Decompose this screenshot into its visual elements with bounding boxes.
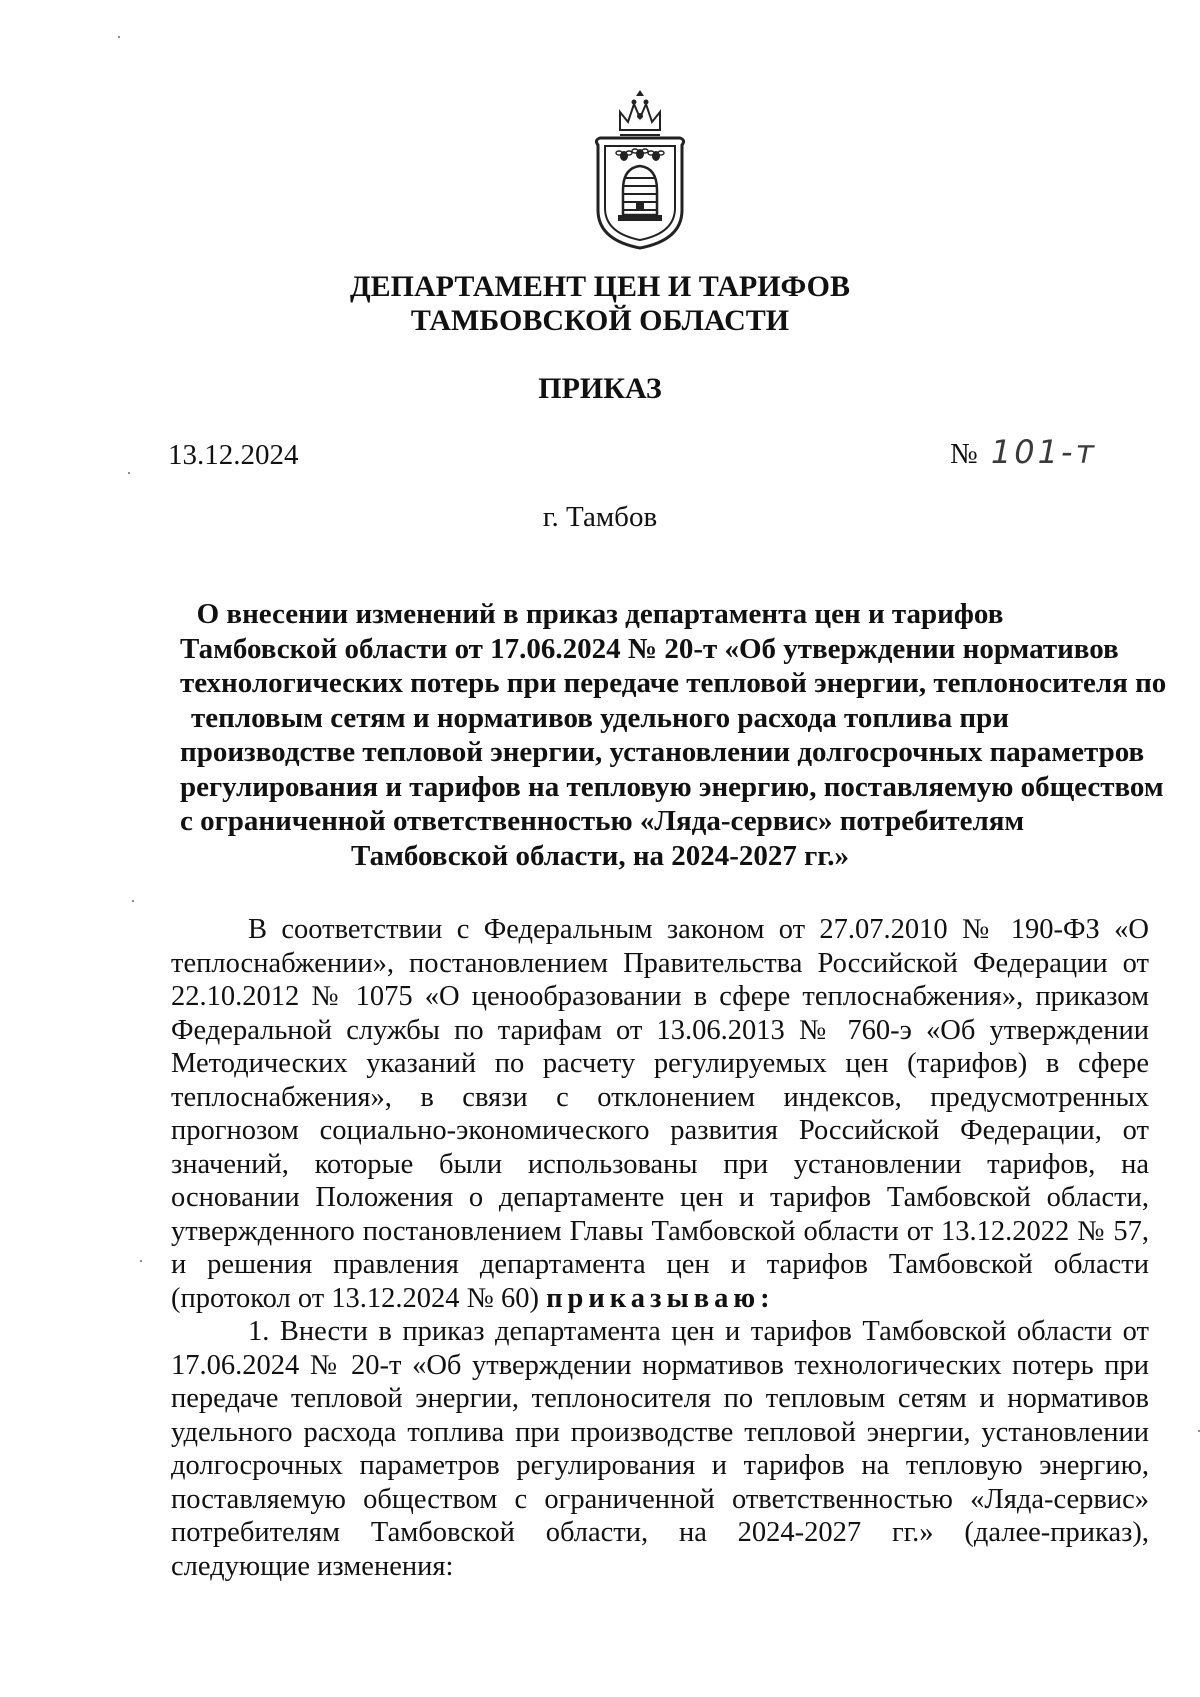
scan-speck <box>118 36 120 38</box>
coat-of-arms-icon <box>590 90 690 250</box>
document-type: ПРИКАЗ <box>538 372 662 405</box>
title-line: тепловым сетям и нормативов удельного расхода топлива при <box>191 701 1009 734</box>
title-line: Тамбовской области от 17.06.2024 № 20-т «Об утверждении нормативов <box>180 632 1119 665</box>
preamble-paragraph <box>171 913 1149 1315</box>
scan-speck <box>140 1260 142 1262</box>
order-word: приказываю: <box>546 1282 775 1314</box>
number-sign: № <box>950 438 978 470</box>
department-name-line2: ТАМБОВСКОЙ ОБЛАСТИ <box>410 304 790 337</box>
title-line: регулирования и тарифов на тепловую энергию, поставляемую обществом <box>180 770 1164 803</box>
city: г. Тамбов <box>542 501 658 533</box>
preamble-text: В соответствии с Федеральным законом от 27.07.2010 № 190-ФЗ «О теплоснабжении», постановлением Правительства Российской Федерации от 22.10.2012 № 1075 «О ценообразовании в сфере теплоснабжения», приказом Федеральной службы по тарифам от 13.06.2013 № 760-э «Об утверждении Методических указаний по расчету регулируемых цен (тарифов) в сфере теплоснабжения», в связи с отклонением индексов, предусмотренных прогнозом социально-экономического развития Российской Федерации, от значений, которые были использованы при установлении тарифов, на основании Положения о департаменте цен и тарифов Тамбовской области, утвержденного постановлением Главы Тамбовской области от 13.12.2022 № 57, и решения правления департамента цен и тарифов Тамбовской области (протокол от 13.12.2024 № 60) <box>171 914 1149 1314</box>
scan-speck <box>132 900 134 902</box>
document-date: 13.12.2024 <box>168 439 299 471</box>
document-body <box>171 913 1149 1583</box>
title-line: производстве тепловой энергии, установлении долгосрочных параметров <box>180 736 1145 768</box>
handwritten-number: 101-т <box>990 433 1098 471</box>
title-line: О внесении изменений в приказ департамента цен и тарифов <box>196 598 1004 630</box>
scan-speck <box>128 472 130 474</box>
title-line: с ограниченной ответственностью «Ляда-сервис» потребителям <box>180 805 1025 837</box>
title-line: Тамбовской области, на 2024-2027 гг.» <box>351 839 849 872</box>
document-number <box>950 432 1097 474</box>
document-title <box>180 597 1167 873</box>
clause-1-paragraph: 1. Внести в приказ департамента цен и тарифов Тамбовской области от 17.06.2024 № 20-т «Об утверждении нормативов технологических потерь при передаче тепловой энергии, теплоносителя по тепловым сетям и нормативов удельного расхода топлива при производстве тепловой энергии, установлении долгосрочных параметров регулирования и тарифов на тепловую энергию, поставляемую обществом с ограниченной ответственностью «Ляда-сервис» потребителям Тамбовской области, на 2024-2027 гг.» (далее-приказ), следующие изменения: <box>171 1316 1149 1582</box>
title-line: технологических потерь при передаче тепловой энергии, теплоносителя по <box>180 667 1167 699</box>
department-name-line1: ДЕПАРТАМЕНТ ЦЕН И ТАРИФОВ <box>349 270 851 303</box>
